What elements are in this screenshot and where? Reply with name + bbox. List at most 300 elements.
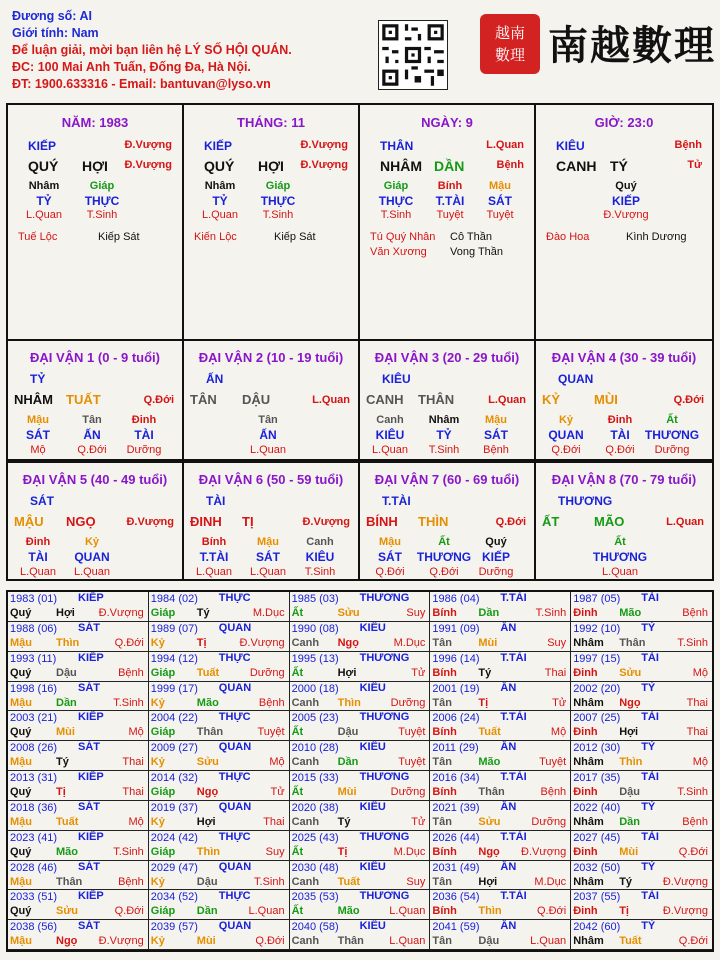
year-stem: Kỷ (150, 696, 165, 709)
year-god: TỶ (641, 920, 656, 933)
year-stem: Mậu (10, 875, 32, 888)
pillar-branch-stage: Tử (687, 159, 702, 171)
year-label: 1996 (14) (432, 652, 480, 665)
year-stem: Bính (432, 845, 457, 858)
year-cell (290, 831, 431, 861)
year-branch: Dần (196, 905, 218, 918)
year-branch: Thìn (56, 636, 80, 649)
star-name: Kiếp Sát (274, 231, 316, 243)
year-cell (8, 890, 149, 920)
year-branch: Sửu (56, 905, 79, 918)
dv-hidden-god: SÁT (26, 428, 50, 442)
year-stage: Thai (686, 726, 708, 739)
year-god: THƯƠNG (359, 592, 410, 604)
dv-hidden-stem: Ất (438, 536, 450, 548)
dai-van-row-1 (6, 341, 714, 461)
year-god: KIẾP (78, 771, 104, 783)
year-branch: Dậu (337, 726, 359, 739)
dv-hidden-god: THƯƠNG (644, 428, 700, 442)
year-stem: Đinh (573, 607, 598, 619)
hidden-stem: Giáp (265, 180, 291, 192)
year-branch: Dần (619, 815, 640, 828)
year-label: 2002 (20) (573, 682, 621, 695)
dai-van-stem: TÂN (190, 392, 217, 407)
year-label: 1999 (17) (150, 682, 198, 695)
year-god: SÁT (78, 681, 100, 694)
dv-hidden-god: T.TÀI (199, 550, 229, 564)
pillar-branch-stage: Đ.Vượng (124, 159, 172, 171)
dai-van-title: ĐẠI VẬN 7 (60 - 69 tuổi) (374, 472, 520, 487)
year-god: ẤN (500, 621, 517, 634)
year-stem: Ất (291, 666, 304, 679)
year-stage: Q.Đới (678, 845, 708, 858)
year-stage: Mộ (550, 726, 567, 739)
year-stage: Mộ (692, 666, 708, 679)
year-branch: Hợi (619, 726, 639, 739)
hidden-stem: Bính (437, 180, 463, 192)
dv-hidden-god: KIÊU (305, 550, 335, 564)
year-label: 2021 (39) (432, 801, 480, 814)
year-cell (8, 652, 149, 682)
dv-hidden-stem: Mậu (257, 536, 279, 548)
year-stem: Kỷ (150, 875, 165, 888)
year-stem: Kỷ (150, 815, 165, 828)
dv-hidden-stem: Tân (258, 414, 278, 426)
year-stage: M.Dục (534, 875, 567, 888)
year-stage: T.Sinh (113, 845, 144, 858)
year-label: 2003 (21) (10, 712, 58, 725)
year-god: THỰC (218, 890, 251, 903)
hidden-stem: Mậu (489, 180, 511, 192)
dai-van-stem: ẤT (542, 514, 560, 529)
dv-hidden-stage: L.Quan (249, 444, 287, 456)
year-stage: Q.Đới (114, 636, 144, 649)
year-label: 1992 (10) (573, 622, 621, 635)
year-branch: Sửu (478, 815, 501, 828)
year-stem: Mậu (10, 636, 32, 649)
year-cell (290, 890, 431, 920)
year-cell (290, 682, 431, 712)
year-stem: Quý (10, 845, 32, 858)
dai-van-stage: L.Quan (488, 394, 526, 406)
year-god: QUAN (218, 621, 252, 634)
year-stage: Q.Đới (114, 905, 144, 918)
dv-hidden-stem: Bính (201, 536, 227, 548)
year-stage: Bệnh (682, 815, 708, 828)
dai-van-title: ĐẠI VẬN 4 (30 - 39 tuổi) (551, 350, 697, 365)
dai-van-stem: NHÂM (14, 392, 53, 407)
dai-van-stage: L.Quan (312, 394, 350, 406)
dai-van-stage: Đ.Vượng (126, 516, 174, 528)
year-god: SÁT (78, 621, 100, 634)
pillar-3 (536, 105, 712, 339)
dv-hidden-stage: T.Sinh (428, 444, 460, 456)
year-label: 2000 (18) (291, 682, 339, 695)
dai-van-4 (536, 341, 712, 459)
year-stem: Quý (10, 786, 32, 798)
year-god: KIẾP (78, 651, 104, 664)
year-branch: Tị (56, 786, 66, 798)
year-stem: Tân (432, 756, 452, 769)
four-pillars (6, 103, 714, 341)
pillar-stem-stage: Đ.Vượng (300, 139, 348, 151)
dai-van-stage: L.Quan (666, 516, 704, 528)
year-stage: Dưỡng (249, 666, 285, 679)
year-branch: Ngọ (619, 696, 641, 709)
year-stage: Tử (552, 696, 567, 709)
year-label: 2036 (54) (432, 891, 480, 904)
year-god: TỶ (641, 741, 656, 754)
year-branch: Tý (619, 875, 633, 888)
year-branch: Tuất (337, 875, 360, 888)
year-label: 1991 (09) (432, 622, 480, 635)
dv-hidden-stem: Tân (82, 414, 102, 426)
year-stem: Quý (10, 666, 32, 679)
year-stage: Dưỡng (390, 786, 426, 798)
dv-hidden-stem: Đinh (25, 536, 51, 548)
year-cell (149, 652, 290, 682)
year-stem: Mậu (10, 815, 32, 828)
hidden-stem: Nhâm (204, 180, 236, 192)
year-cell (8, 861, 149, 891)
year-stage: M.Dục (252, 607, 285, 619)
year-stage: Suy (547, 636, 567, 649)
year-stage: Q.Đới (255, 935, 285, 948)
year-label: 2006 (24) (432, 712, 480, 725)
year-stem: Quý (10, 726, 32, 739)
year-stage: L.Quan (389, 935, 426, 948)
year-label: 1995 (13) (291, 652, 339, 665)
star-name: Đào Hoa (546, 231, 590, 243)
dai-van-1 (8, 341, 184, 459)
year-branch: Dậu (619, 786, 640, 798)
year-cell (571, 831, 712, 861)
year-god: THỰC (218, 771, 251, 783)
dai-van-title: ĐẠI VẬN 5 (40 - 49 tuổi) (22, 472, 168, 487)
dai-van-3 (360, 341, 536, 459)
year-cell (571, 861, 712, 891)
year-stem: Bính (432, 726, 457, 739)
year-branch: Tị (337, 845, 348, 858)
hidden-stage: Tuyệt (436, 209, 464, 221)
dv-hidden-god: SÁT (484, 428, 508, 442)
year-cell (430, 801, 571, 831)
year-branch: Ngọ (56, 935, 78, 948)
year-stem: Nhâm (573, 935, 604, 948)
year-stem: Canh (291, 756, 320, 769)
year-stem: Ất (291, 905, 304, 918)
year-stem: Ất (291, 786, 304, 798)
year-branch: Dần (337, 756, 359, 769)
hidden-god: T.TÀI (435, 194, 465, 208)
year-label: 2032 (50) (573, 861, 621, 874)
dai-van-branch: MÙI (594, 392, 618, 407)
year-branch: Thìn (337, 696, 361, 709)
dv-hidden-stem: Nhâm (428, 414, 460, 426)
dai-van-stage: Q.Đới (143, 394, 174, 406)
year-stem: Canh (291, 696, 320, 709)
year-god: TỶ (641, 621, 656, 634)
dv-hidden-stage: Dưỡng (654, 444, 690, 456)
year-cell (571, 652, 712, 682)
year-god: KIÊU (359, 621, 386, 634)
dai-van-stage: Đ.Vượng (302, 516, 350, 528)
year-stem: Mậu (10, 756, 32, 769)
year-label: 2023 (41) (10, 831, 58, 844)
year-cell (8, 622, 149, 652)
year-stage: Suy (265, 845, 285, 858)
year-stem: Ất (291, 607, 304, 619)
year-stage: T.Sinh (677, 786, 708, 798)
dai-van-title: ĐẠI VẬN 2 (10 - 19 tuổi) (198, 350, 344, 365)
year-stage: Bệnh (258, 696, 285, 709)
year-cell (8, 592, 149, 622)
year-label: 1997 (15) (573, 652, 621, 665)
year-stem: Canh (291, 875, 320, 888)
year-label: 2038 (56) (10, 921, 58, 934)
year-stem: Tân (432, 875, 452, 888)
year-cell (8, 711, 149, 741)
year-branch: Mùi (478, 636, 498, 649)
year-stage: Tử (411, 666, 426, 679)
dai-van-branch: THÌN (418, 514, 449, 529)
pillar-branch: DẦN (434, 158, 465, 174)
dai-van-title: ĐẠI VẬN 8 (70 - 79 tuổi) (551, 472, 697, 487)
dai-van-stem: CANH (366, 392, 404, 407)
hidden-god: SÁT (488, 194, 512, 208)
dai-van-branch: NGỌ (66, 514, 96, 529)
year-branch: Tý (337, 815, 351, 828)
year-stage: Thai (686, 696, 708, 709)
year-label: 1983 (01) (10, 593, 58, 605)
year-stem: Nhâm (573, 636, 604, 649)
year-god: KIÊU (359, 860, 386, 873)
dai-van-god: SÁT (30, 494, 54, 508)
year-cell (149, 920, 290, 950)
dv-hidden-stem: Mậu (485, 414, 507, 426)
dv-hidden-stage: Q.Đới (77, 444, 107, 456)
year-label: 2009 (27) (150, 742, 198, 755)
dv-hidden-stage: L.Quan (73, 566, 111, 578)
dai-van-7 (360, 461, 536, 579)
dv-hidden-stem: Canh (376, 414, 404, 426)
year-stem: Tân (432, 935, 452, 948)
year-label: 1994 (12) (150, 652, 198, 665)
year-cell (8, 682, 149, 712)
year-branch: Hợi (196, 815, 216, 828)
year-stem: Bính (432, 905, 457, 918)
year-branch: Mão (337, 905, 360, 918)
year-label: 2031 (49) (432, 861, 480, 874)
hidden-stem: Giáp (383, 180, 409, 192)
hidden-god: TỶ (212, 194, 228, 208)
year-cell (290, 592, 431, 622)
year-god: QUAN (218, 920, 252, 933)
pillar-stem: QUÝ (204, 158, 235, 174)
dai-van-stem: BÍNH (366, 514, 398, 529)
year-god: KIÊU (359, 800, 386, 813)
year-stem: Tân (432, 815, 452, 828)
dv-hidden-god: TÀI (134, 428, 154, 442)
dv-hidden-stage: L.Quan (601, 566, 639, 578)
year-label: 2011 (29) (432, 742, 479, 755)
dai-van-row-2 (6, 461, 714, 581)
year-branch: Ngọ (478, 845, 500, 858)
year-branch: Dậu (478, 935, 500, 948)
star-name: Kiếp Sát (98, 231, 140, 243)
dai-van-branch: TUẤT (66, 392, 101, 407)
dv-hidden-stage: Bệnh (483, 444, 509, 456)
year-god: QUAN (218, 800, 252, 813)
year-label: 2020 (38) (291, 801, 339, 814)
year-cell (430, 652, 571, 682)
year-branch: Sửu (619, 666, 642, 679)
year-god: QUAN (218, 681, 252, 694)
year-god: TỶ (641, 860, 656, 873)
year-stage: Mộ (269, 756, 285, 769)
pillar-1 (184, 105, 360, 339)
hidden-stage: T.Sinh (262, 209, 294, 221)
star-name: Tuế Lộc (18, 231, 58, 243)
seal-stamp-icon: 越南 數理 (480, 14, 540, 74)
year-branch: Thân (56, 875, 83, 888)
year-label: 1984 (02) (150, 593, 198, 605)
year-label: 1989 (07) (150, 622, 198, 635)
year-stem: Kỷ (150, 935, 165, 948)
year-branch: Mùi (56, 726, 75, 739)
year-cell (8, 771, 149, 801)
dv-hidden-stage: T.Sinh (304, 566, 336, 578)
year-god: ẤN (500, 681, 517, 694)
year-cell (290, 920, 431, 950)
year-cell (290, 861, 431, 891)
year-cell (149, 592, 290, 622)
year-label: 1987 (05) (573, 593, 621, 605)
year-cell (571, 920, 712, 950)
dv-hidden-stem: Ất (666, 414, 678, 426)
year-god: T.TÀI (500, 651, 527, 664)
hidden-god: THỰC (260, 194, 296, 208)
year-cell (430, 682, 571, 712)
year-stage: Suy (406, 607, 426, 619)
year-stem: Nhâm (573, 815, 604, 828)
year-stage: M.Dục (393, 845, 426, 858)
hidden-stage: T.Sinh (380, 209, 412, 221)
star-name: Kình Dương (626, 231, 687, 243)
pillar-title: NGÀY: 9 (421, 115, 473, 130)
year-cell (571, 771, 712, 801)
year-label: 2017 (35) (573, 772, 621, 784)
brand-logo: 南越數理 (548, 22, 716, 69)
year-stage: Suy (406, 875, 426, 888)
owner-name: Đương số: AI (12, 9, 92, 23)
dai-van-branch: THÂN (418, 392, 455, 407)
year-stage: L.Quan (530, 935, 567, 948)
pillar-title: GIỜ: 23:0 (594, 115, 654, 130)
year-stem: Canh (291, 935, 320, 948)
year-cell (290, 801, 431, 831)
year-god: TÀI (641, 651, 659, 664)
year-cell (430, 622, 571, 652)
pillar-branch: HỢI (82, 158, 108, 174)
year-label: 2007 (25) (573, 712, 621, 725)
year-cell (8, 920, 149, 950)
year-label: 2012 (30) (573, 742, 621, 755)
pillar-title: NĂM: 1983 (61, 115, 129, 130)
year-branch: Thân (619, 636, 646, 649)
year-branch: Thân (196, 726, 224, 739)
year-label: 2034 (52) (150, 891, 198, 904)
dai-van-branch: DẬU (242, 392, 271, 407)
dai-van-god: KIÊU (382, 372, 411, 386)
year-stage: Đ.Vượng (98, 935, 144, 948)
year-label: 2014 (32) (150, 772, 198, 784)
dv-hidden-god: SÁT (378, 550, 402, 564)
year-god: KIÊU (359, 741, 386, 754)
year-god: THỰC (218, 592, 251, 604)
year-cell (290, 622, 431, 652)
year-stem: Nhâm (573, 875, 604, 888)
year-god: KIÊU (359, 681, 386, 694)
year-branch: Tị (478, 696, 489, 709)
year-branch: Tuất (619, 935, 642, 948)
year-god: THƯƠNG (359, 771, 410, 783)
year-stem: Kỷ (150, 636, 165, 649)
year-cell (149, 682, 290, 712)
pillar-stem: NHÂM (380, 158, 422, 174)
year-stem: Đinh (573, 905, 598, 918)
year-branch: Ngọ (337, 636, 359, 649)
hidden-god: TỶ (36, 194, 52, 208)
dai-van-5 (8, 461, 184, 579)
header-info (12, 8, 292, 93)
year-branch: Sửu (196, 756, 219, 769)
year-stem: Canh (291, 815, 320, 828)
year-label: 2029 (47) (150, 861, 198, 874)
year-branch: Mão (619, 607, 642, 619)
dv-hidden-stem: Ất (614, 536, 626, 548)
hidden-stem: Nhâm (28, 180, 60, 192)
hidden-stage: T.Sinh (86, 209, 118, 221)
dv-hidden-stage: L.Quan (371, 444, 409, 456)
dai-van-god: TỶ (30, 372, 46, 386)
year-stem: Đinh (573, 786, 598, 798)
year-label: 2042 (60) (573, 921, 621, 934)
year-label: 2030 (48) (291, 861, 339, 874)
year-god: THỰC (218, 711, 251, 724)
phone-email-line: ĐT: 1900.633316 - Email: bantuvan@lyso.vn (12, 77, 271, 91)
dai-van-branch: MÃO (594, 514, 625, 529)
year-stage: Đ.Vượng (521, 845, 567, 858)
dai-van-stem: KỶ (542, 392, 561, 407)
year-label: 2008 (26) (10, 742, 58, 755)
address-line: ĐC: 100 Mai Anh Tuấn, Đống Đa, Hà Nội. (12, 60, 251, 74)
year-stage: Tử (411, 815, 426, 828)
dv-hidden-stage: L.Quan (19, 566, 57, 578)
year-branch: Thân (478, 786, 505, 798)
year-branch: Tuất (478, 726, 501, 739)
year-god: THƯƠNG (359, 711, 410, 724)
year-stem: Bính (432, 607, 457, 619)
year-stem: Ất (291, 726, 304, 739)
year-label: 1993 (11) (10, 652, 57, 665)
pillar-stem: CANH (556, 158, 597, 174)
year-branch: Dậu (196, 875, 218, 888)
year-branch: Thìn (196, 845, 221, 858)
year-stage: Bệnh (118, 875, 144, 888)
year-stage: T.Sinh (254, 875, 285, 888)
year-label: 2025 (43) (291, 831, 339, 844)
